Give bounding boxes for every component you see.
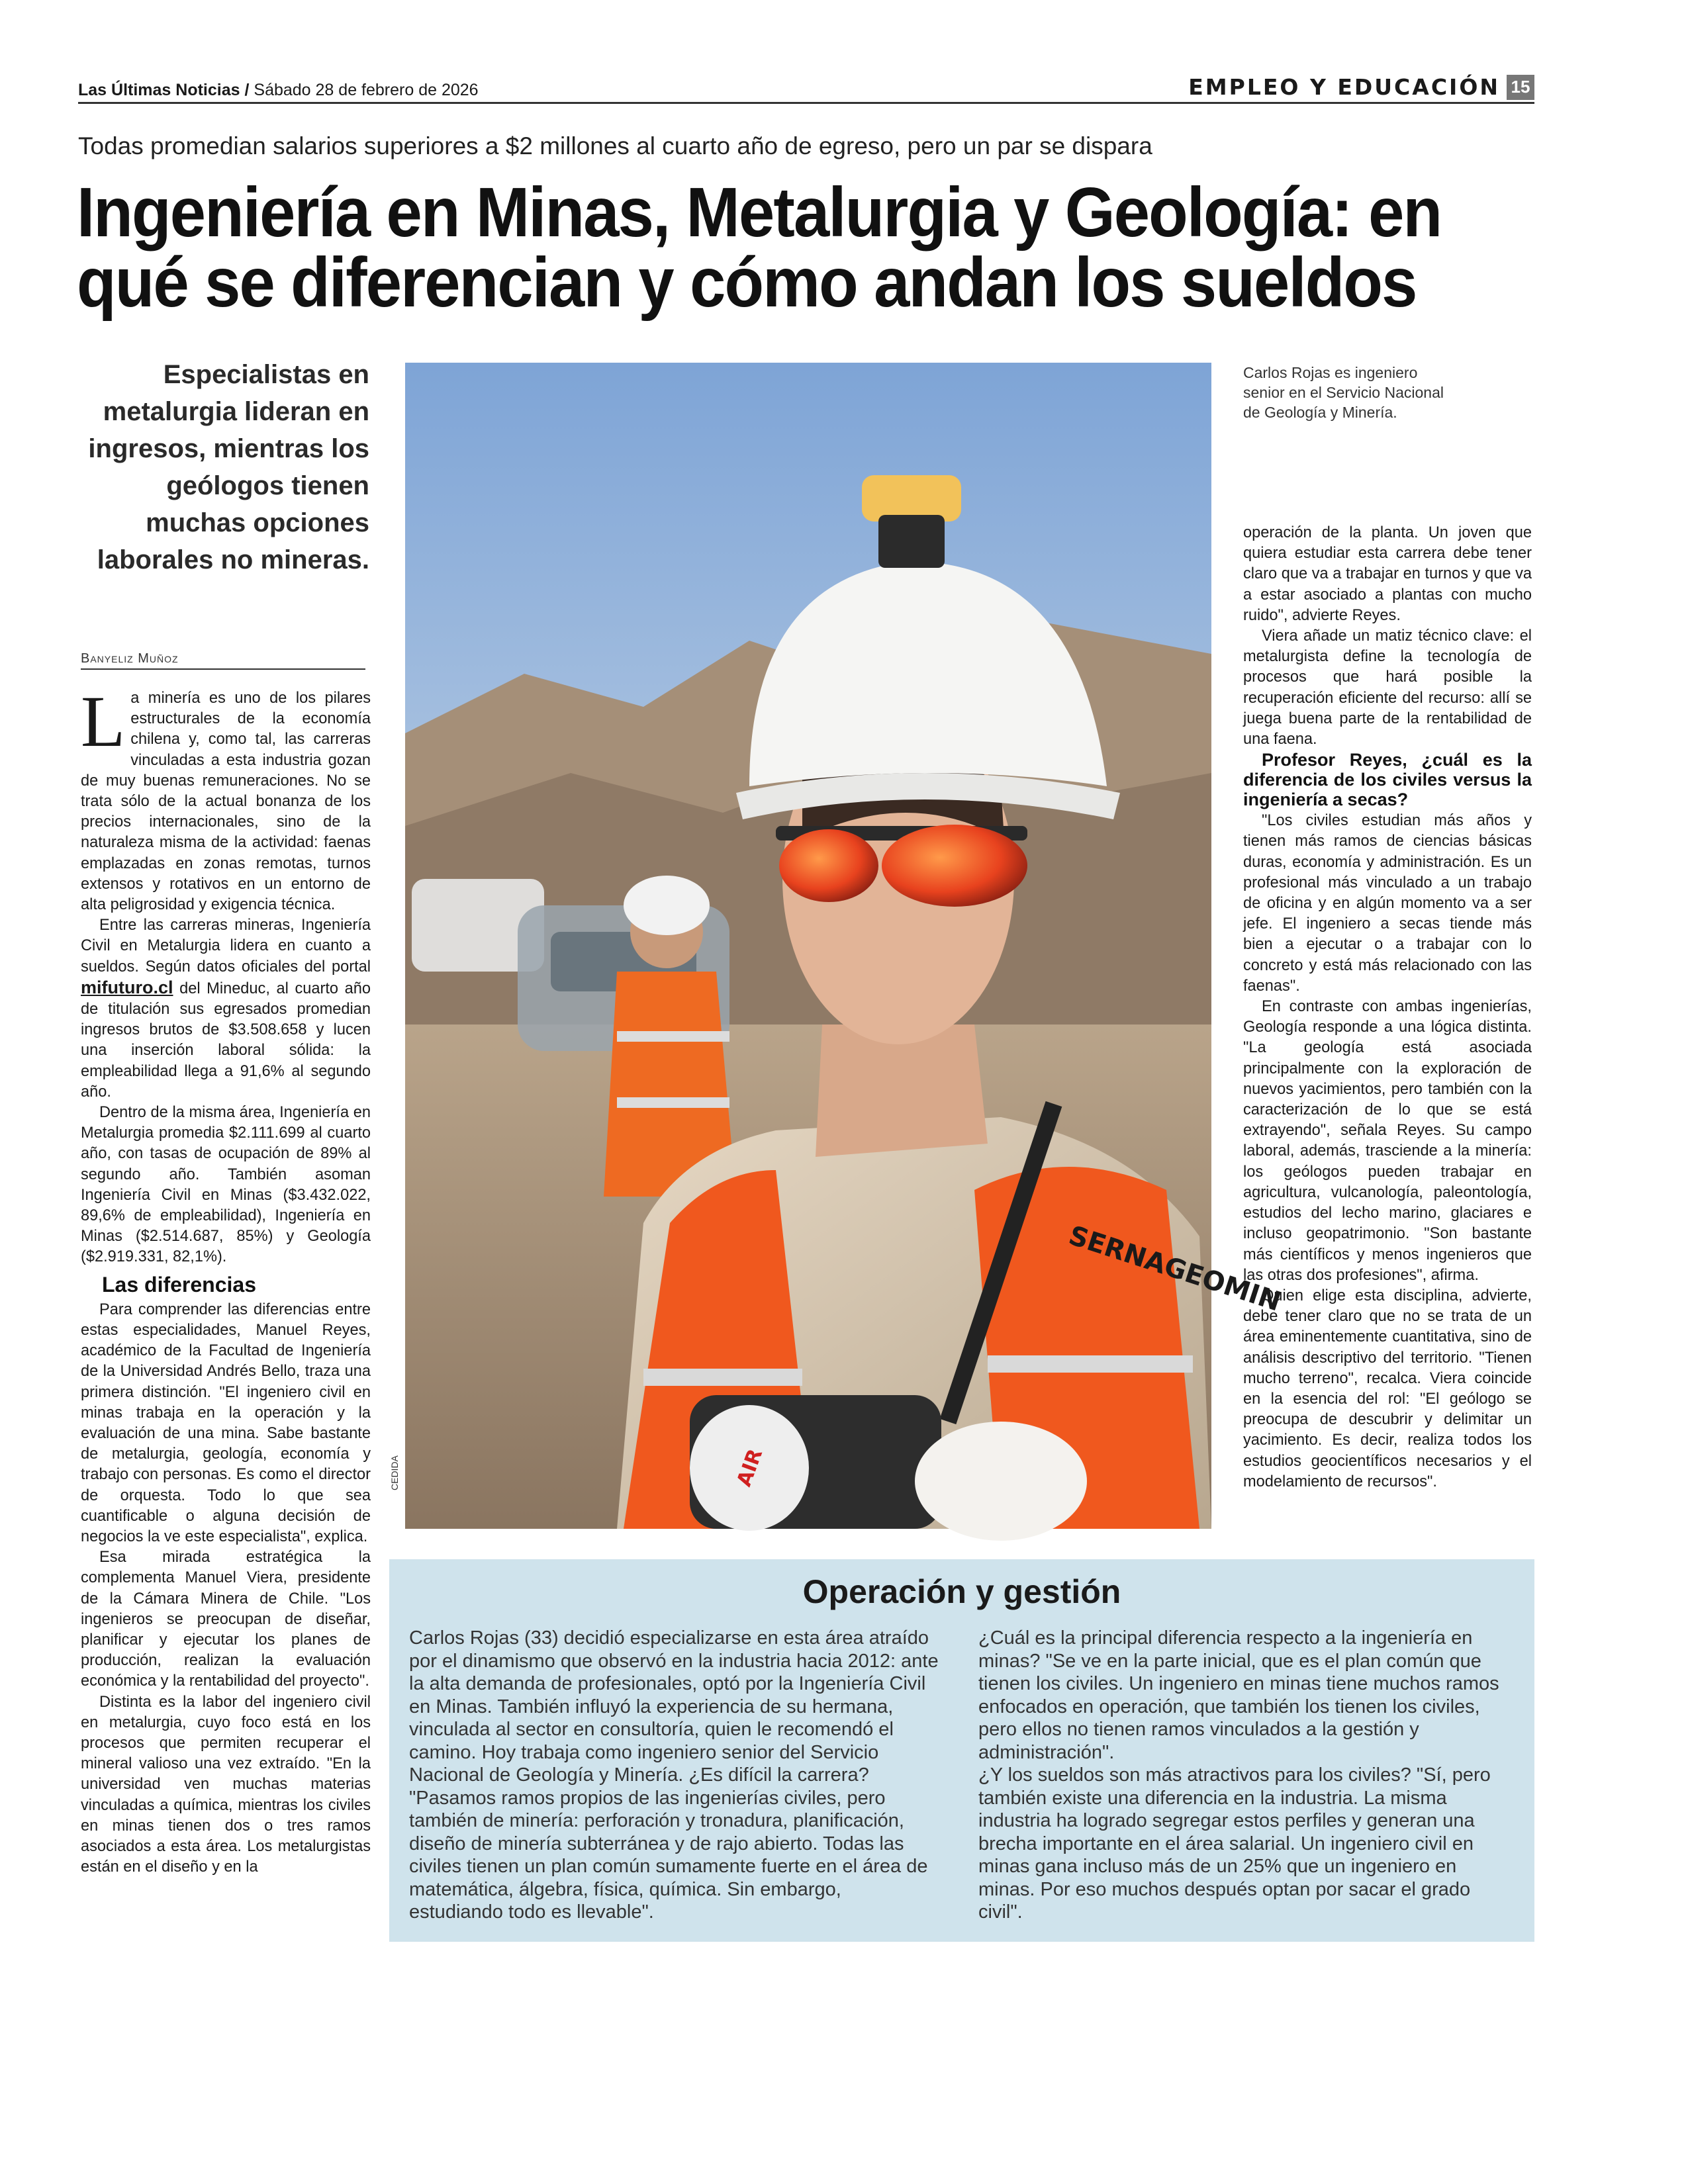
section-name: EMPLEO Y EDUCACIÓN xyxy=(1188,74,1500,100)
headline-line-2: qué se diferencian y cómo andan los sueldos xyxy=(77,244,1417,322)
header-rule xyxy=(78,102,1534,104)
photo-carlos-rojas xyxy=(405,363,1285,1529)
paragraph: Quien elige esta disciplina, advierte, debe tener claro que no se trata de un área eminentemente cuantitativa, sino de análisis descriptivo del territorio. "Tienen mucho terreno", recalca. Viera coincide en la esencia del rol: "El geólogo se preocupa de descubrir y delimitar un yacimiento. Es decir, realiza todos los estudios geocientíficos necesarios y el modelamiento de recursos". xyxy=(1243,1287,1532,1490)
subheading: Las diferencias xyxy=(102,1272,256,1297)
sidebar-title: Operación y gestión xyxy=(802,1573,1121,1610)
paragraph: Dentro de la misma área, Ingeniería en Metalurgia promedia $2.111.699 al cuarto año, con tasas de ocupación de 89% al segundo año. También asoman Ingeniería Civil en Minas ($3.432.022, 89,6% de empleabilidad), Ingeniería en Minas ($2.514.687, 85%) y Geología ($2.919.331, 82,1%). xyxy=(81,1104,371,1266)
photo-credit: CEDIDA xyxy=(389,1455,400,1490)
paragraph: Distinta es la labor del ingeniero civil en metalurgia, cuyo foco está en los procesos que permiten recuperar el mineral valioso una vez extraído. "En la universidad ven muchas materias vinculadas a química, mientras los civiles en minas tienen dos o tres ramos asociados a esta área. Los metalurgistas están en el diseño y en la xyxy=(81,1693,371,1876)
paragraph: ¿Y los sueldos son más atractivos para los civiles? "Sí, pero también existe una diferencia en la industria. La misma industria ha logrado segregar estos perfiles y generan una brecha importante en el área salarial. Un ingeniero civil en minas gana incluso más de un 25% que un ingeniero en minas. Por eso muchos después optan por sacar el grado civil". xyxy=(978,1764,1491,1923)
byline-rule xyxy=(81,668,365,670)
paragraph: operación de la planta. Un joven que quiera estudiar esta carrera debe tener claro que va a trabajar en turnos y que va a estar asociado a plantas con mucho ruido", advierte Reyes. xyxy=(1243,524,1532,624)
byline: Banyeliz Muñoz xyxy=(81,651,179,666)
paragraph: "Los civiles estudian más años y tienen más ramos de ciencias básicas duras, economía y administración. Es un profesional más vinculado a un trabajo de oficina y en algún momento va a ser jefe. El ingeniero a secas tiende más bien a ejecutar o a trabajar con lo concreto y está más relacionado con las faenas". xyxy=(1243,812,1532,995)
paragraph: Para comprender las diferencias entre estas especialidades, Manuel Reyes, académico de la Facultad de Ingeniería de la Universidad Andrés Bello, traza una primera distinción. "El ingeniero civil en minas trabaja en la operación y la evaluación de una mina. Sabe bastante de metalurgia, geología, economía y trabajo con personas. Es como el director de orquesta. Todo lo que sea cuantificable o alguna decisión de negocios la ve este especialista", explica. xyxy=(81,1300,371,1545)
section-header xyxy=(1188,74,1534,100)
sidebar-column-2 xyxy=(978,1627,1508,1924)
page-number: 15 xyxy=(1507,75,1534,100)
paragraph: En contraste con ambas ingenierías, Geología responde a una lógica distinta. "La geología está asociada principalmente con la exploración de nuevos yacimientos, pero también con la caracterización de lo que se está extrayendo", señala Reyes. Su campo laboral, además, trasciende a la minería: los geólogos pueden trabajar en agricultura, vulcanología, paleontología, estudios del lecho marino, glaciares e incluso geopatrimonio. "Son bastante más científicos y menos ingenieros que las otras dos profesiones", afirma. xyxy=(1243,998,1532,1284)
masthead xyxy=(78,81,479,100)
article-column-3 xyxy=(1243,523,1532,1542)
paragraph: Entre las carreras mineras, Ingeniería Civil en Metalurgia lidera en cuanto a sueldos. Según datos oficiales del portal mifuturo.cl del Mineduc, al cuarto año de titulación sus egresados promedian ingresos brutos de $3.508.658 y lucen una inserción laboral sólida: la empleabilidad llega a 91,6% al segundo año. xyxy=(81,917,371,1101)
paragraph: Viera añade un matiz técnico clave: el metalurgista define la tecnología de procesos que hará posible la recuperación eficiente del recurso: allí se juega buena parte de la rentabilidad de una faena. xyxy=(1243,627,1532,749)
paragraph: Carlos Rojas (33) decidió especializarse en esta área atraído por el dinamismo que observó en la industria hacia 2012: ante la alta demanda de profesionales, optó por la Ingeniería Civil en Minas. También influyó la experiencia de su hermana, vinculada al sector en consultoría, quien le recomendó el camino. Hoy trabaja como ingeniero senior del Servicio Nacional de Geología y Minería. ¿Es difícil la carrera? "Pasamos ramos propios de las ingenierías civiles, pero también de minería: perforación y tronadura, planificación, diseño de minería subterránea y de rajo abierto. Todas las civiles tienen un plan común sumamente fuerte en el área de matemática, álgebra, física, química. Sin embargo, estudiando todo es llevable". xyxy=(409,1627,939,1923)
paragraph: Esa mirada estratégica la complementa Manuel Viera, presidente de la Cámara Minera de Chile. "Los ingenieros se preocupan de diseñar, planificar y ejecutar los planes de producción, realizan la evaluación económica y la rentabilidad del proyecto". xyxy=(81,1549,371,1690)
sidebar-box xyxy=(389,1559,1534,1942)
sidebar-column-1 xyxy=(409,1627,939,1924)
headline xyxy=(77,173,1442,322)
mask-label: AIR xyxy=(732,1445,768,1490)
interview-question: Profesor Reyes, ¿cuál es la diferencia de los civiles versus la ingeniería a secas? xyxy=(1243,750,1532,810)
vest-label: SERNAGEOMIN xyxy=(1064,1220,1285,1318)
article-column-1 xyxy=(81,681,371,1946)
deck: Especialistas en metalurgia lideran en ingresos, mientras los geólogos tienen muchas opciones laborales no mineras. xyxy=(88,360,369,574)
paragraph: La minería es uno de los pilares estructurales de la economía chilena y, como tal, las carreras vinculadas a esta industria gozan de muy buenas remuneraciones. No se trata sólo de la actual bonanza de los precios internacionales, sino de la naturaleza misma de la actividad: faenas emplazadas en zonas remotas, turnos extensos y rotativos en un entorno de alta peligrosidad y exigencia técnica. xyxy=(81,681,371,914)
publication-name: Las Últimas Noticias / xyxy=(78,81,250,99)
mifuturo-link[interactable]: mifuturo.cl xyxy=(81,977,173,997)
photo-illustration xyxy=(405,363,1285,1529)
kicker: Todas promedian salarios superiores a $2 millones al cuarto año de egreso, pero un par se dispara xyxy=(78,132,1152,159)
issue-date: Sábado 28 de febrero de 2026 xyxy=(254,81,479,99)
photo-caption: Carlos Rojas es ingeniero senior en el Servicio Nacional de Geología y Minería. xyxy=(1243,364,1444,421)
paragraph: ¿Cuál es la principal diferencia respecto a la ingeniería en minas? "Se ve en la parte inicial, que es el plan común que tienen los civiles. Un ingeniero en minas tiene muchos ramos enfocados en operación, que también los tienen los civiles, pero ellos no tienen ramos vinculados a la gestión y administración". xyxy=(978,1627,1499,1763)
drop-cap: L xyxy=(81,681,126,762)
headline-line-1: Ingeniería en Minas, Metalurgia y Geología: en xyxy=(77,173,1442,251)
